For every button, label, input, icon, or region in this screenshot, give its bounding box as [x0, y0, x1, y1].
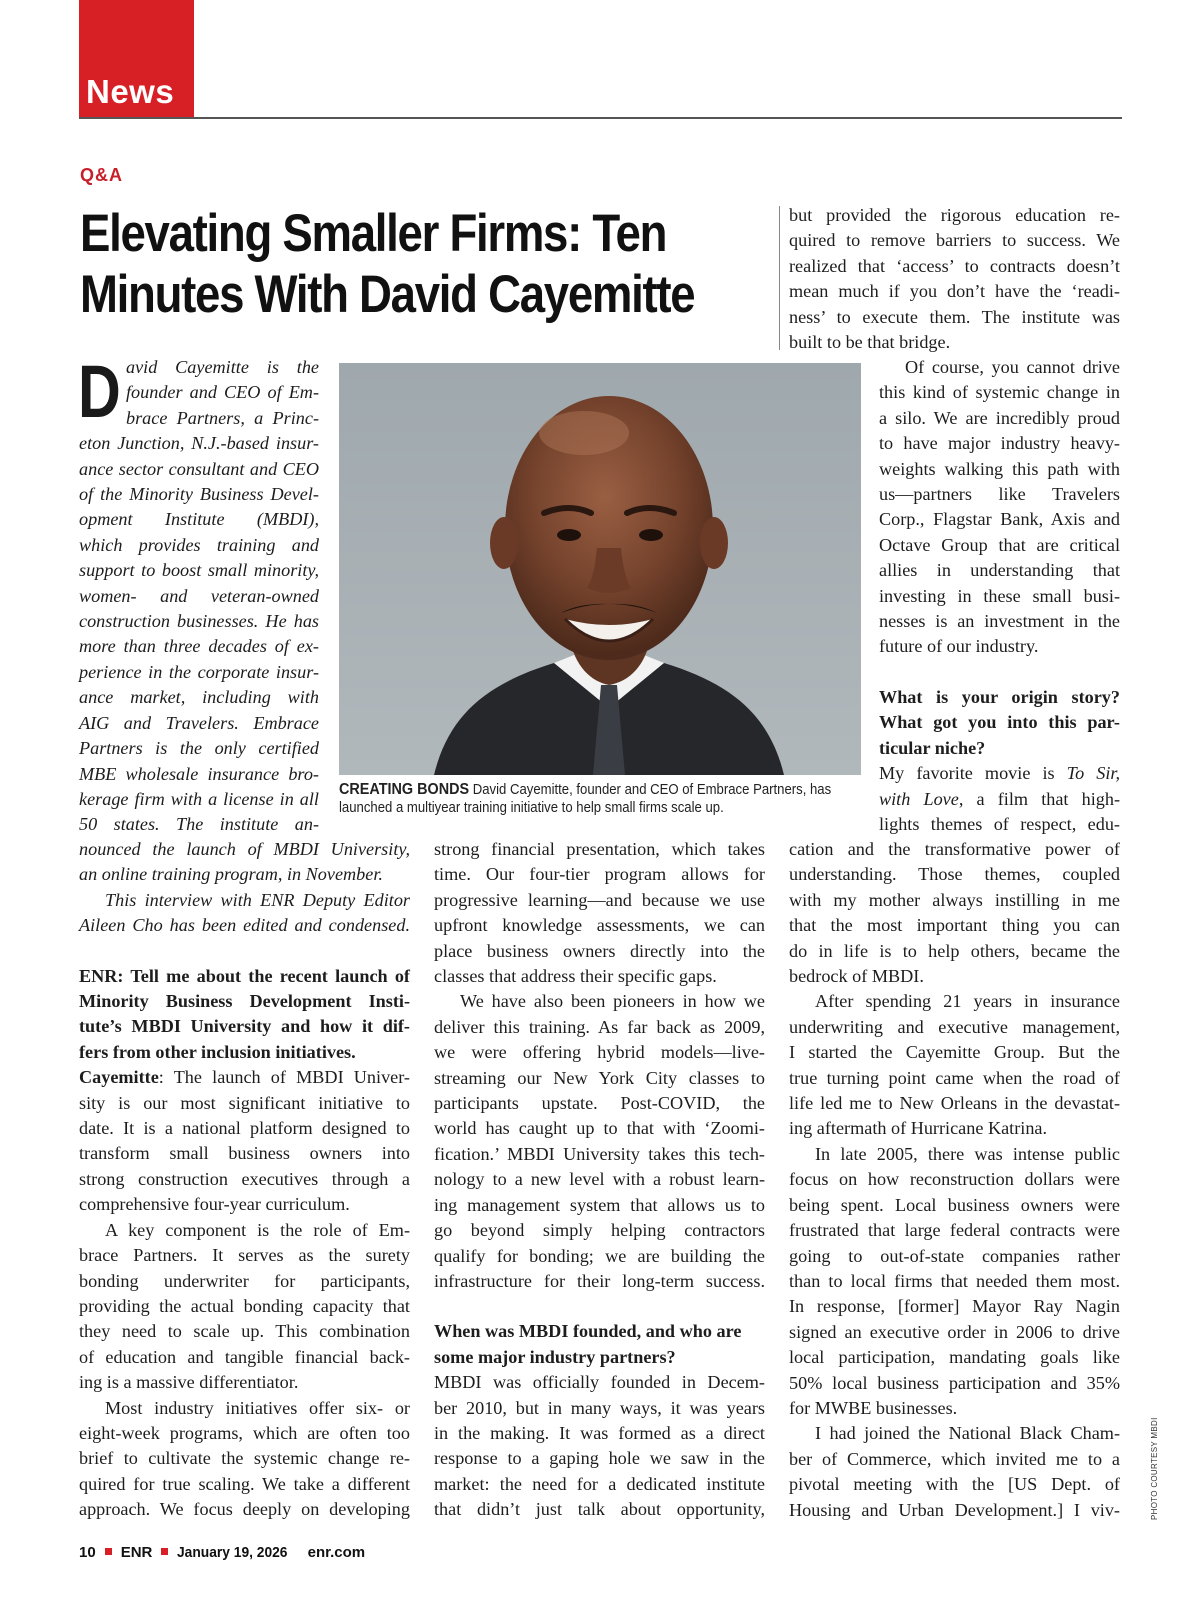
answer-line: ber of Commerce, which invited me to a	[789, 1448, 1120, 1469]
intro-line: brace Partners, a Princ-	[126, 407, 319, 428]
answer-line: quired for true scaling. We take a different	[79, 1473, 410, 1494]
answer-line: allies in understanding that	[879, 560, 1120, 581]
answer-line: participants upstate. Post-COVID, the	[434, 1093, 765, 1114]
intro-line: founder and CEO of Em-	[126, 382, 319, 403]
portrait-illustration	[339, 363, 861, 775]
speaker-label: Cayemitte	[79, 1067, 159, 1088]
film-title: with Love	[879, 788, 959, 809]
intro-line: Partners is the only certified	[79, 738, 319, 759]
column-3-bottom	[789, 837, 1120, 1523]
answer-line: go beyond simply helping contractors	[434, 1220, 765, 1241]
question-line: When was MBDI founded, and who are	[434, 1321, 742, 1342]
spacer	[79, 939, 410, 964]
answer-line: In late 2005, there was intense public	[815, 1143, 1120, 1164]
headline-line-2: Minutes With David Cayemitte	[80, 265, 695, 324]
answer-line: fication.’ MBDI University takes this tech-	[434, 1143, 765, 1164]
question-line: tute’s MBDI University and how it dif-	[79, 1016, 410, 1037]
editor-note-line: Aileen Cho has been edited and condensed.	[79, 915, 410, 936]
kicker: Q&A	[80, 165, 123, 185]
issue-date: January 19, 2026	[177, 1544, 288, 1561]
answer-line: qualify for bonding; we are building the	[434, 1245, 765, 1266]
answer-line: 50% local business participation and 35%	[789, 1372, 1120, 1393]
answer-line: we were offering hybrid models—live-	[434, 1042, 765, 1063]
answer-line: understanding. Those themes, coupled	[789, 864, 1120, 885]
question-line: some major industry partners?	[434, 1346, 676, 1367]
answer-line: us—partners like Travelers	[879, 484, 1120, 505]
spacer	[879, 660, 1120, 685]
question-line: What got you into this par-	[879, 712, 1120, 733]
answer-line: I started the Cayemitte Group. But the	[789, 1042, 1120, 1063]
caption-line-1: David Cayemitte, founder and CEO of Embrace Partners, has	[472, 782, 832, 798]
intro-line: ance sector consultant and CEO	[79, 458, 319, 479]
answer-line: world has caught up to that with ‘Zoomi-	[434, 1118, 765, 1139]
intro-line: 50 states. The institute an-	[79, 814, 319, 835]
answer-line: comprehensive four-year curriculum.	[79, 1194, 350, 1215]
answer-line: local participation, mandating goals like	[789, 1347, 1120, 1368]
answer-line: infrastructure for their long-term success.	[434, 1270, 765, 1291]
question-line: ticular niche?	[879, 737, 986, 758]
answer-line: this kind of systemic change in	[879, 382, 1120, 403]
answer-line: bonding underwriter for participants,	[79, 1270, 410, 1291]
answer-line: of education and tangible financial back-	[79, 1346, 410, 1367]
column-3-top	[789, 203, 1120, 355]
intro-line: avid Cayemitte is the	[126, 357, 319, 377]
caption-line-2: launched a multiyear training initiative to help small firms scale up.	[339, 800, 724, 816]
answer-line: classes that address their specific gaps.	[434, 966, 717, 987]
answer-line: weights walking this path with	[879, 458, 1120, 479]
answer-line: nesses is an investment in the	[879, 611, 1120, 632]
intro-line: ance market, including with	[79, 687, 319, 708]
answer-line: realized that ‘access’ to contracts doesn’t	[789, 255, 1120, 276]
answer-line: with Love, a film that high-	[879, 788, 1121, 809]
answer-line: Octave Group that are critical	[879, 534, 1120, 555]
intro-line: MBE wholesale insurance bro-	[79, 763, 319, 784]
answer-line: to have major industry heavy-	[879, 433, 1120, 454]
answer-line: ber 2010, but in many ways, it was years	[434, 1397, 765, 1418]
answer-line: brief to cultivate the systemic change re-	[79, 1448, 410, 1469]
answer-line: eight-week programs, which are often too	[79, 1422, 410, 1443]
answer-line: cation and the transformative power of	[789, 839, 1120, 859]
answer-line: pivotal meeting with the [US Dept. of	[789, 1474, 1120, 1495]
portrait-photo	[339, 363, 861, 775]
page-number: 10	[79, 1544, 96, 1561]
answer-line: strong construction executives through a	[79, 1168, 410, 1189]
answer-line: but provided the rigorous education re-	[789, 205, 1120, 225]
intro-line: an online training program, in November.	[79, 864, 383, 885]
answer-line: going to out-of-state companies rather	[789, 1245, 1120, 1266]
answer-line: that didn’t just talk about opportunity,	[434, 1499, 765, 1520]
caption-label: CREATING BONDS	[339, 781, 470, 798]
intro-line: more than three decades of ex-	[79, 636, 319, 657]
column-1	[79, 837, 410, 1523]
answer-line: focus on how reconstruction dollars were	[789, 1169, 1120, 1190]
answer-line: with my mother always instilling in me	[789, 889, 1120, 910]
answer-line: Cayemitte: The launch of MBDI Univer-	[79, 1067, 410, 1088]
intro-line: which provides training and	[79, 534, 319, 555]
answer-line: underwriting and executive management,	[789, 1016, 1120, 1037]
answer-line: do in life is to help others, became the	[789, 940, 1120, 961]
answer-line: In response, [former] Mayor Ray Nagin	[789, 1296, 1120, 1317]
question-line: ENR: Tell me about the recent launch of	[79, 965, 410, 986]
editor-note-line: This interview with ENR Deputy Editor	[105, 889, 410, 910]
website-link[interactable]: enr.com	[307, 1544, 366, 1561]
answer-line: life led me to New Orleans in the devastat-	[789, 1093, 1120, 1114]
answer-line: that the most important thing you can	[789, 915, 1120, 936]
answer-line: My favorite movie is To Sir,	[879, 763, 1120, 784]
answer-line: ing management system that allows us to	[434, 1194, 765, 1215]
answer-line: progressive learning—and because we use	[434, 889, 765, 910]
photo-caption	[339, 781, 832, 817]
question-line: fers from other inclusion initiatives.	[79, 1041, 356, 1062]
answer-line: investing in these small busi-	[879, 585, 1120, 606]
answer-line: in the making. It was formed as a direct	[434, 1422, 765, 1443]
answer-line: than to local firms that needed them most.	[789, 1270, 1120, 1291]
answer-line: A key component is the role of Em-	[105, 1219, 410, 1240]
intro-column	[78, 350, 319, 838]
header-rule	[79, 117, 1122, 119]
intro-line: AIG and Travelers. Embrace	[79, 712, 319, 733]
answer-line: providing the actual bonding capacity that	[79, 1295, 410, 1316]
column-rule	[779, 206, 780, 350]
page-footer	[79, 1544, 365, 1561]
separator-square	[161, 1548, 168, 1555]
question-line: What is your origin story?	[879, 686, 1120, 707]
answer-line: nology to a new level with a robust learn-	[434, 1169, 765, 1190]
answer-line: sity is our most significant initiative to	[79, 1092, 410, 1113]
answer-line: quired to remove barriers to success. We	[789, 230, 1120, 251]
intro-line: perience in the corporate insur-	[79, 661, 319, 682]
section-label: News	[86, 73, 175, 110]
answer-line: built to be that bridge.	[789, 332, 951, 353]
answer-line: MBDI was officially founded in Decem-	[434, 1372, 765, 1393]
answer-line: upfront knowledge assessments, we can	[434, 915, 765, 936]
separator-square	[105, 1548, 112, 1555]
answer-line: Most industry initiatives offer six- or	[105, 1397, 410, 1418]
answer-line: frustrated that large federal contracts were	[789, 1220, 1120, 1241]
answer-line: Housing and Urban Development.] I viv-	[789, 1499, 1120, 1520]
intro-line: women- and veteran-owned	[79, 585, 319, 606]
answer-line: future of our industry.	[879, 636, 1039, 657]
answer-line: lights themes of respect, edu-	[879, 813, 1120, 834]
answer-line: I had joined the National Black Cham-	[815, 1423, 1120, 1444]
intro-line: eton Junction, N.J.-based insur-	[79, 433, 319, 454]
answer-line: brace Partners. It serves as the surety	[79, 1245, 410, 1266]
publication-name: ENR	[120, 1544, 153, 1561]
answer-line: mean much if you don’t have the ‘readi-	[789, 281, 1120, 302]
answer-line: strong financial presentation, which takes	[434, 839, 765, 859]
column-2	[434, 837, 765, 1523]
film-title: To Sir,	[1066, 763, 1120, 784]
answer-line: response to a gaping hole we saw in the	[434, 1448, 765, 1469]
answer-line: approach. We focus deeply on developing	[79, 1499, 410, 1520]
answer-line: a silo. We are incredibly proud	[879, 407, 1120, 428]
answer-line: being spent. Local business owners were	[789, 1194, 1120, 1215]
drop-cap: D	[78, 350, 121, 433]
answer-line: Of course, you cannot drive	[905, 357, 1120, 377]
intro-line: nounced the launch of MBDI University,	[79, 839, 410, 859]
photo-credit: PHOTO COURTESY MBDI	[1150, 1417, 1159, 1520]
answer-line: place business owners directly into the	[434, 940, 765, 961]
answer-line: signed an executive order in 2006 to drive	[789, 1321, 1120, 1342]
answer-line: transform small business owners into	[79, 1143, 410, 1164]
headline-line-1: Elevating Smaller Firms: Ten	[80, 204, 667, 263]
answer-line: ing is a massive differentiator.	[79, 1372, 299, 1393]
answer-line: deliver this training. As far back as 2009,	[434, 1016, 765, 1037]
answer-line: true turning point came when the road of	[789, 1067, 1120, 1088]
answer-line: market: the need for a dedicated institute	[434, 1473, 765, 1494]
answer-line: We have also been pioneers in how we	[460, 991, 765, 1012]
answer-line: After spending 21 years in insurance	[815, 991, 1120, 1012]
intro-line: opment Institute (MBDI),	[79, 509, 319, 530]
column-3-narrow	[879, 355, 1120, 837]
section-tab	[79, 0, 194, 118]
answer-line: Corp., Flagstar Bank, Axis and	[879, 509, 1120, 530]
answer-line: date. It is a national platform designed to	[79, 1118, 410, 1139]
headline	[80, 203, 695, 325]
answer-line: streaming our New York City classes to	[434, 1067, 765, 1088]
intro-line: construction businesses. He has	[79, 611, 319, 632]
answer-line: for MWBE businesses.	[789, 1397, 958, 1418]
answer-line: bedrock of MBDI.	[789, 966, 924, 987]
intro-line: of the Minority Business Devel-	[79, 484, 319, 505]
intro-line: kerage firm with a license in all	[79, 788, 319, 809]
answer-line: ness’ to execute them. The institute was	[789, 306, 1120, 327]
answer-line: ing aftermath of Hurricane Katrina.	[789, 1118, 1048, 1139]
intro-line: support to boost small minority,	[79, 560, 319, 581]
answer-line: they need to scale up. This combination	[79, 1321, 410, 1342]
spacer	[434, 1294, 765, 1319]
answer-line: time. Our four-tier program allows for	[434, 864, 765, 885]
question-line: Minority Business Development Insti-	[79, 991, 410, 1012]
